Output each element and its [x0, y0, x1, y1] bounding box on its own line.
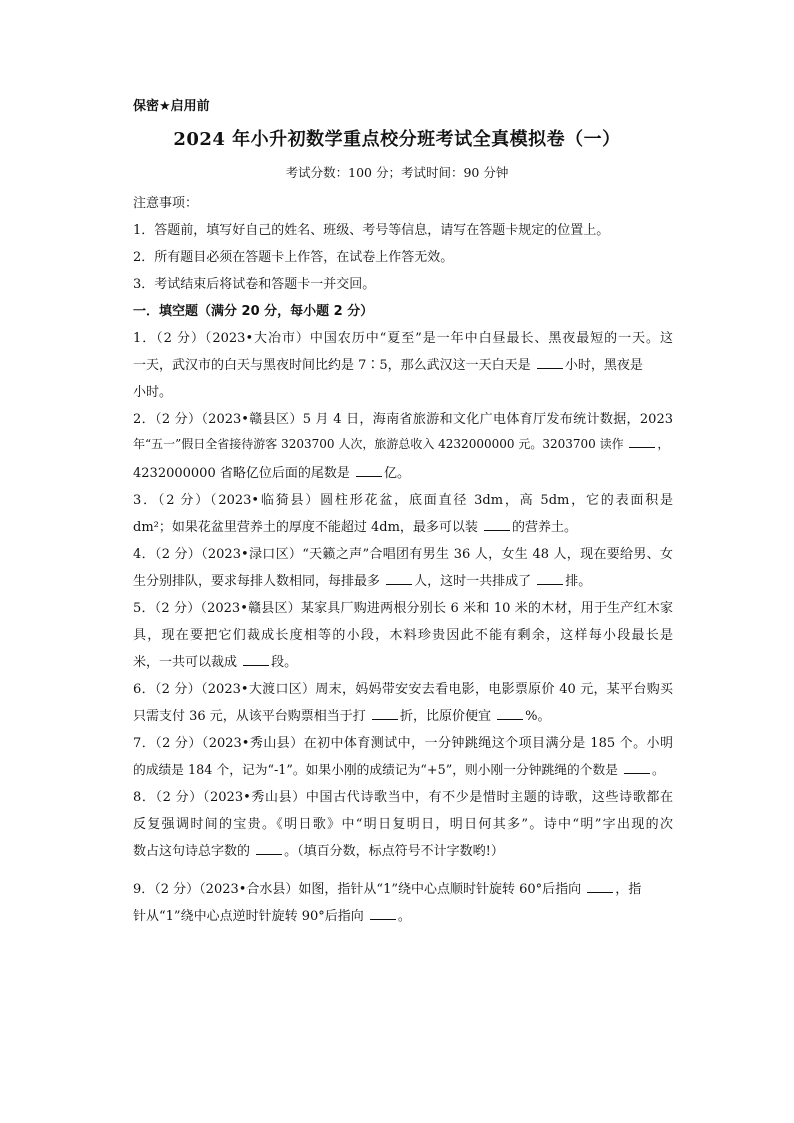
text-segment: %。	[525, 709, 551, 724]
text-segment: 4232000000 省略亿位后面的尾数是	[133, 466, 354, 481]
answer-blank[interactable]	[372, 707, 398, 720]
question-1-line-2	[133, 354, 673, 373]
text-segment: 小时，黑夜是	[564, 358, 643, 373]
question-7-line-2	[133, 759, 673, 778]
text-segment: dm²；如果花盆里营养土的厚度不能超过 4dm，最多可以装	[133, 520, 483, 535]
answer-blank[interactable]	[497, 707, 523, 720]
text-segment: 年“五一”假日全省接待游客 3203700 人次，旅游总收入 4232000000 元。3203700 读作	[133, 437, 628, 451]
answer-blank[interactable]	[629, 435, 655, 448]
answer-blank[interactable]	[243, 653, 269, 666]
answer-blank[interactable]	[537, 572, 563, 585]
question-2-line-1: 2．（2 分）（2023•赣县区）5 月 4 日，海南省旅游和文化广电体育厅发布统计数据，2023	[133, 412, 673, 427]
question-1-line-1: 1．（2 分）（2023•大冶市）中国农历中“夏至”是一年中白昼最长、黑夜最短的一天。这	[133, 331, 673, 346]
question-5-line-1: 5．（2 分）（2023•赣县区）某家具厂购进两根分别长 6 米和 10 米的木材，用于生产红木家	[133, 601, 673, 616]
question-5-line-3	[133, 651, 673, 670]
text-segment: 排。	[565, 574, 592, 589]
text-segment: 的成绩是 184 个，记为“-1”。如果小刚的成绩记为“+5”，则小刚一分钟跳绳的个数是	[133, 763, 623, 778]
note-item-3: 3．考试结束后将试卷和答题卡一并交回。	[133, 277, 376, 292]
question-5-line-2: 具，现在要把它们裁成长度相等的小段，木料珍贵因此不能有剩余，这样每小段最长是	[133, 628, 673, 643]
text-segment: 9．（2 分）（2023•合水县）如图，指针从“1”绕中心点顺时针旋转 60°后指向	[133, 882, 586, 897]
text-segment: 人，这时一共排成了	[414, 574, 536, 589]
question-2-line-3	[133, 462, 673, 481]
question-3-line-1: 3．（2 分）（2023•临猗县）圆柱形花盆，底面直径 3dm，高 5dm，它的表面积是	[133, 493, 673, 508]
question-8-line-2: 反复强调时间的宝贵。《明日歌》中“明日复明日，明日何其多”。诗中“明”字出现的次	[133, 817, 673, 832]
confidential-label: 保密★启用前	[133, 99, 210, 114]
text-segment: 的营养土。	[512, 520, 578, 535]
answer-blank[interactable]	[484, 518, 510, 531]
text-segment: 折，比原价便宜	[399, 709, 496, 724]
text-segment: 只需支付 36 元，从该平台购票相当于打	[133, 709, 370, 724]
answer-blank[interactable]	[370, 907, 396, 920]
question-9-line-2	[133, 905, 673, 924]
section-heading: 一．填空题（满分 20 分，每小题 2 分）	[133, 304, 374, 319]
question-8-line-1: 8．（2 分）（2023•秀山县）中国古代诗歌当中，有不少是惜时主题的诗歌，这些诗歌都在	[133, 790, 673, 805]
text-segment: 。	[652, 763, 665, 778]
notes-heading: 注意事项：	[133, 196, 199, 211]
answer-blank[interactable]	[386, 572, 412, 585]
question-2-line-2	[133, 435, 673, 452]
note-item-1: 1．答题前，填写好自己的姓名、班级、考号等信息，请写在答题卡规定的位置上。	[133, 223, 610, 238]
exam-title: 2024 年小升初数学重点校分班考试全真模拟卷（一）	[173, 129, 621, 150]
question-6-line-2	[133, 705, 673, 724]
answer-blank[interactable]	[587, 880, 613, 893]
text-segment: 数占这句诗总字数的	[133, 844, 255, 859]
text-segment: 一天，武汉市的白天与黑夜时间比约是 7∶5，那么武汉这一天白天是	[133, 358, 535, 373]
question-1-line-3: 小时。	[133, 385, 173, 400]
answer-blank[interactable]	[624, 761, 650, 774]
answer-blank[interactable]	[256, 842, 282, 855]
text-segment: ，	[657, 437, 670, 451]
text-segment: 米，一共可以裁成	[133, 655, 242, 670]
note-item-2: 2．所有题目必须在答题卡上作答，在试卷上作答无效。	[133, 250, 454, 265]
question-8-line-3	[133, 840, 673, 859]
text-segment: 段。	[271, 655, 298, 670]
exam-info: 考试分数：100 分；考试时间：90 分钟	[285, 165, 509, 180]
answer-blank[interactable]	[356, 464, 382, 477]
question-4-line-2	[133, 570, 673, 589]
question-4-line-1: 4．（2 分）（2023•渌口区）“天籁之声”合唱团有男生 36 人，女生 48 人，现在要给男、女	[133, 547, 673, 562]
text-segment: 。（填百分数，标点符号不计字数哟!）	[284, 844, 504, 859]
question-7-line-1: 7．（2 分）（2023•秀山县）在初中体育测试中，一分钟跳绳这个项目满分是 185 个。小明	[133, 736, 673, 751]
text-segment: 亿。	[383, 466, 410, 481]
text-segment: 生分别排队，要求每排人数相同，每排最多	[133, 574, 385, 589]
question-6-line-1: 6．（2 分）（2023•大渡口区）周末，妈妈带安安去看电影，电影票原价 40 元，某平台购买	[133, 682, 673, 697]
question-3-line-2	[133, 516, 673, 535]
text-segment: 针从“1”绕中心点逆时针旋转 90°后指向	[133, 909, 368, 924]
text-segment: 。	[397, 909, 411, 924]
answer-blank[interactable]	[537, 356, 563, 369]
question-9-line-1	[133, 878, 673, 897]
text-segment: ，指	[615, 882, 642, 897]
